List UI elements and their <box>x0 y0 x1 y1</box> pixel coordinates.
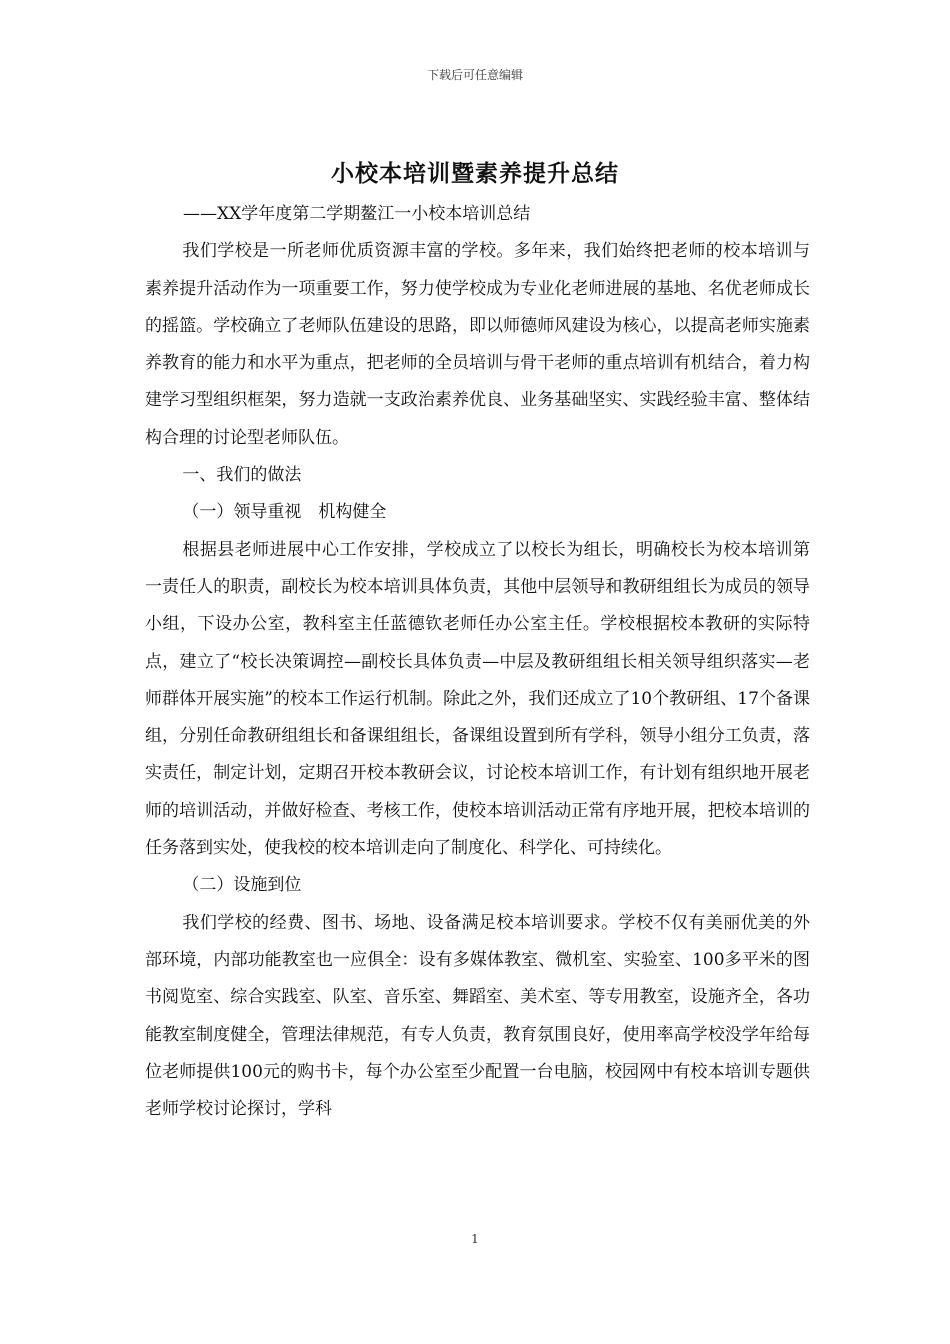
document-body <box>145 196 810 1128</box>
subsection-heading-1: （一）领导重视 机构健全 <box>182 502 387 523</box>
subsection-heading-2: （二）设施到位 <box>182 875 302 896</box>
paragraph-facilities: 我们学校的经费、图书、场地、设备满足校本培训要求。学校不仅有美丽优美的外部环境，内部功能教室也一应俱全：设有多媒体教室、微机室、实验室、100多平米的图书阅览室、综合实践室、队室、音乐室、舞蹈室、美术室、等专用教室，设施齐全，各功能教室制度健全，管理法律规范，有专人负责，教育氛围良好，使用率高学校没学年给每位老师提供100元的购书卡，每个办公室至少配置一台电脑，校园网中有校本培训专题供老师学校讨论探讨，学科 <box>145 912 810 1120</box>
paragraph-leadership: 根据县老师进展中心工作安排，学校成立了以校长为组长，明确校长为校本培训第一责任人的职责，副校长为校本培训具体负责，其他中层领导和教研组组长为成员的领导小组，下设办公室，教科室主任蓝德钦老师任办公室主任。学校根据校本教研的实际特点，建立了“校长决策调控—副校长具体负责—中层及教研组组长相关领导组织落实—老师群体开展实施”的校本工作运行机制。除此之外，我们还成立了10个教研组、17个备课组，分别任命教研组组长和备课组组长，备课组设置到所有学科，领导小组分工负责，落实责任，制定计划，定期召开校本教研会议，讨论校本培训工作，有计划有组织地开展老师的培训活动，并做好检查、考核工作，使校本培训活动正常有序地开展，把校本培训的任务落到实处，使我校的校本培训走向了制度化、科学化、可持续化。 <box>145 539 810 859</box>
paragraph-intro: 我们学校是一所老师优质资源丰富的学校。多年来，我们始终把老师的校本培训与素养提升活动作为一项重要工作，努力使学校成为专业化老师进展的基地、名优老师成长的摇篮。学校确立了老师队伍建设的思路，即以师德师风建设为核心，以提高老师实施素养教育的能力和水平为重点，把老师的全员培训与骨干老师的重点培训有机结合，着力构建学习型组织框架，努力造就一支政治素养优良、业务基础坚实、实践经验丰富、整体结构合理的讨论型老师队伍。 <box>145 241 810 448</box>
section-heading-1: 一、我们的做法 <box>182 465 302 486</box>
page-number: 1 <box>471 1232 479 1246</box>
document-title: 小校本培训暨素养提升总结 <box>331 160 619 187</box>
header-note: 下载后可任意编辑 <box>426 68 523 82</box>
document-subtitle: ——XX学年度第二学期鳌江一小校本培训总结 <box>183 204 531 224</box>
